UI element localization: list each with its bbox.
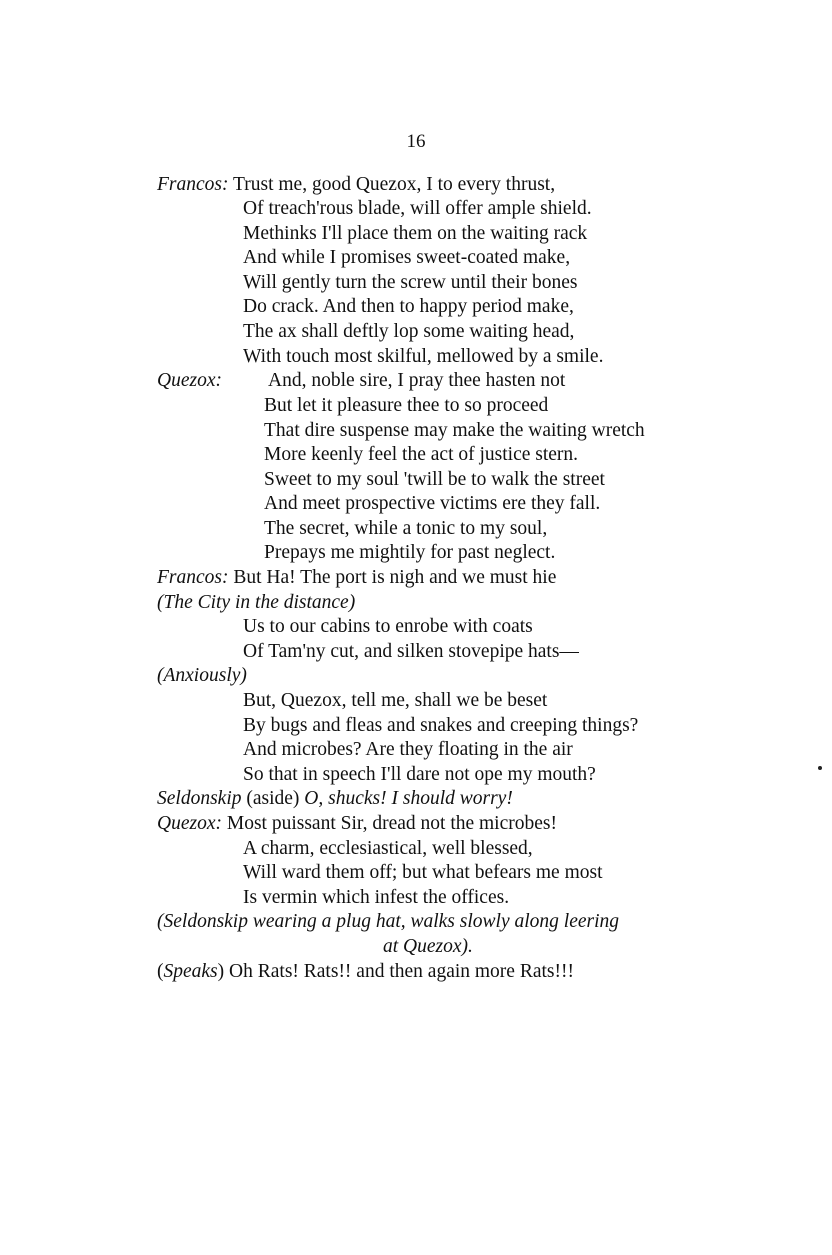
scan-speck	[818, 766, 822, 770]
verse-line: Methinks I'll place them on the waiting rack	[243, 223, 588, 244]
verse-line: So that in speech I'll dare not ope my mouth?	[243, 764, 596, 785]
speaker-name: Quezox:	[157, 370, 222, 391]
verse-line: Prepays me mightily for past neglect.	[264, 542, 556, 563]
verse-line: Seldonskip (aside) O, shucks! I should worry!	[157, 788, 513, 809]
verse-line: The secret, while a tonic to my soul,	[264, 518, 548, 539]
speaker-name: Seldonskip	[157, 788, 242, 809]
verse-line: That dire suspense may make the waiting wretch	[264, 420, 645, 441]
verse-line: Sweet to my soul 'twill be to walk the street	[264, 469, 605, 490]
verse-line: And meet prospective victims ere they fall.	[264, 493, 601, 514]
verse-line: Is vermin which infest the offices.	[243, 887, 510, 908]
verse-line: Francos: But Ha! The port is nigh and we must hie	[157, 567, 557, 588]
speaker-name: Quezox:	[157, 813, 222, 834]
verse-line: But let it pleasure thee to so proceed	[264, 395, 549, 416]
verse-line: With touch most skilful, mellowed by a smile.	[243, 346, 604, 367]
verse-line: By bugs and fleas and snakes and creeping things?	[243, 715, 639, 736]
verse-line: But, Quezox, tell me, shall we be beset	[243, 690, 548, 711]
verse-line: Will gently turn the screw until their bones	[243, 272, 578, 293]
speaker-name: Francos:	[157, 567, 229, 588]
verse-line: More keenly feel the act of justice stern.	[264, 444, 579, 465]
verse-line: And microbes? Are they floating in the air	[243, 739, 573, 760]
verse-line: Francos: Trust me, good Quezox, I to every thrust,	[157, 174, 556, 195]
stage-direction: (Anxiously)	[157, 665, 247, 686]
verse-line: Us to our cabins to enrobe with coats	[243, 616, 533, 637]
verse-line: Quezox: Most puissant Sir, dread not the microbes!	[157, 813, 557, 834]
verse-line: And while I promises sweet-coated make,	[243, 247, 571, 268]
verse-line: A charm, ecclesiastical, well blessed,	[243, 838, 533, 859]
verse-line: (Speaks) Oh Rats! Rats!! and then again more Rats!!!	[157, 961, 574, 982]
verse-line: Will ward them off; but what befears me most	[243, 862, 603, 883]
stage-direction: at Quezox).	[383, 936, 473, 957]
page-number: 16	[406, 131, 426, 152]
verse-line: Of treach'rous blade, will offer ample shield.	[243, 198, 592, 219]
verse-line: Of Tam'ny cut, and silken stovepipe hats—	[243, 641, 579, 662]
speaker-name: Speaks	[163, 961, 218, 982]
stage-direction: (The City in the distance)	[157, 592, 356, 613]
verse-line: Do crack. And then to happy period make,	[243, 296, 574, 317]
aside-direction: (aside)	[241, 788, 305, 809]
stage-direction: (Seldonskip wearing a plug hat, walks slowly along leering	[157, 911, 620, 932]
verse-line: And, noble sire, I pray thee hasten not	[268, 370, 566, 391]
speaker-name: Francos:	[157, 174, 229, 195]
verse-line: The ax shall deftly lop some waiting head,	[243, 321, 575, 342]
